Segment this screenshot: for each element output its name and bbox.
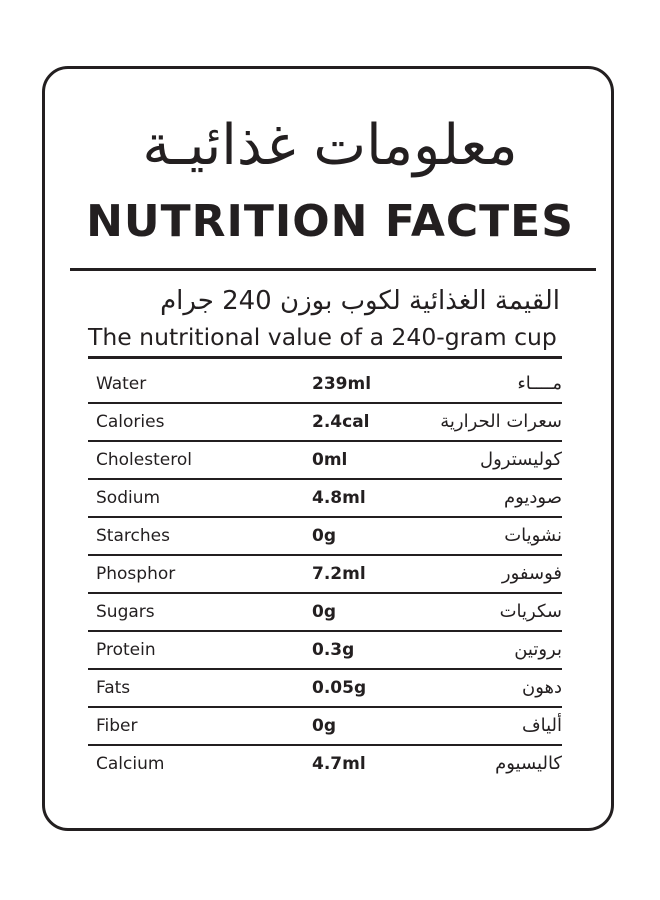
nutrient-name: Calcium (96, 754, 165, 774)
table-row (88, 708, 562, 746)
nutrient-name: Phosphor (96, 564, 176, 584)
nutrient-value: 7.2ml (312, 564, 366, 584)
nutrient-name: Starches (96, 526, 170, 546)
title-english: NUTRITION FACTES (86, 196, 574, 247)
table-row (88, 746, 562, 784)
nutrition-table (88, 366, 562, 784)
table-row (88, 366, 562, 404)
nutrient-value: 4.8ml (312, 488, 366, 508)
nutrient-value: 0g (312, 716, 336, 736)
nutrient-name: Sodium (96, 488, 161, 508)
nutrient-value: 2.4cal (312, 412, 370, 432)
nutrient-name-arabic: نشويات (504, 525, 562, 546)
subtitle-english: The nutritional value of a 240-gram cup (88, 323, 557, 351)
nutrient-value: 0ml (312, 450, 348, 470)
nutrient-value: 239ml (312, 374, 372, 394)
table-row (88, 404, 562, 442)
nutrient-name-arabic: سعرات الحرارية (440, 411, 562, 432)
subtitle-divider (88, 356, 562, 359)
nutrient-name: Cholesterol (96, 450, 192, 470)
nutrient-name: Fats (96, 678, 131, 698)
nutrient-value: 0g (312, 526, 336, 546)
nutrient-name: Sugars (96, 602, 155, 622)
nutrient-name-arabic: سكريات (499, 601, 562, 622)
title-arabic: معلومات غذائيـة (142, 113, 518, 178)
nutrient-value: 0.05g (312, 678, 367, 698)
subtitle-arabic: القيمة الغذائية لكوب بوزن 240 جرام (160, 286, 560, 316)
nutrient-name: Calories (96, 412, 165, 432)
nutrient-name: Protein (96, 640, 156, 660)
nutrient-name-arabic: فوسفور (501, 563, 562, 584)
nutrient-name-arabic: صوديوم (503, 487, 562, 508)
table-row (88, 518, 562, 556)
nutrient-name-arabic: بروتين (514, 639, 562, 660)
nutrient-value: 0.3g (312, 640, 355, 660)
header-divider (70, 268, 596, 271)
nutrient-name-arabic: ألياف (521, 715, 562, 736)
table-row (88, 594, 562, 632)
nutrient-name-arabic: كوليسترول (480, 449, 562, 470)
nutrient-name: Water (96, 374, 147, 394)
nutrient-name-arabic: كاليسيوم (495, 753, 562, 774)
nutrient-value: 0g (312, 602, 336, 622)
nutrient-name: Fiber (96, 716, 138, 736)
nutrient-name-arabic: مــــاء (517, 373, 562, 394)
table-row (88, 556, 562, 594)
nutrient-name-arabic: دهون (521, 677, 562, 698)
table-row (88, 442, 562, 480)
table-row (88, 632, 562, 670)
nutrient-value: 4.7ml (312, 754, 366, 774)
table-row (88, 480, 562, 518)
table-row (88, 670, 562, 708)
